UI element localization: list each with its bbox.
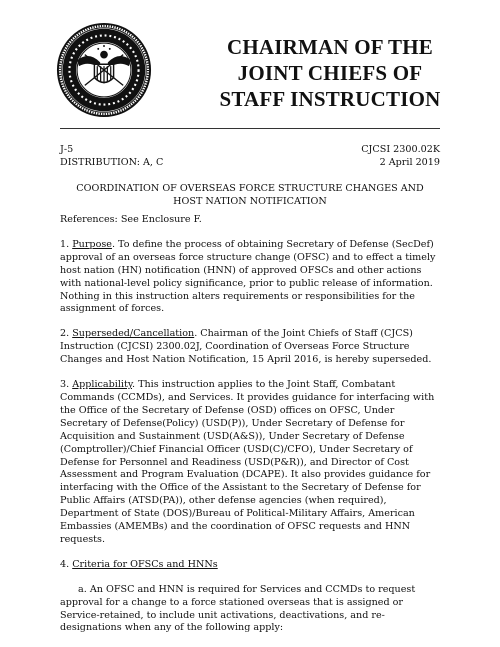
section-superseded: [60, 328, 440, 367]
section-heading: Superseded/Cancellation: [72, 328, 195, 340]
document-body: [60, 214, 440, 647]
criteria-paragraph-a: a. An OFSC and HNN is required for Services and CCMDs to request approval for a change to a force stationed overseas that is assigned or Service-retained, to include unit activations, deactivations, and re-designations when any of the following apply:: [60, 583, 416, 634]
title-line-3: STAFF INSTRUCTION: [219, 87, 441, 111]
office-code: J-5: [60, 144, 74, 155]
meta-right: [361, 143, 440, 169]
header-divider: [60, 128, 440, 129]
subject-heading: [60, 182, 440, 208]
section-criteria: [60, 559, 440, 572]
section-text: . This instruction applies to the Joint Staff, Combatant Commands (CCMDs), and Services. It provides guidance for interfacing with the Office of the Secretary of Defense (OSD) offices on OFSC, Under Secretary of Defense(Policy) (USD(P)), Under Secretary of Defense for Acquisition and Sustainment (USD(A&S)), Under Secretary of Defense (Comptroller)/Chief Financial Officer (USD(C)/CFO), Under Secretary of Defense for Personnel and Readiness (USD(P&R)), and Director of Cost Assessment and Program Evaluation (DCAPE). It also provides guidance for interfacing with the Office of the Assistant to the Secretary of Defense for Public Affairs (ATSD(PA)), other defense agencies (when required), Department of State (DOS)/Bureau of Political-Military Affairs, American Embassies (AMEMBs) and the coordination of OFSC requests and HNN requests.: [60, 379, 435, 545]
section-number: 1.: [60, 238, 73, 250]
document-date: 2 April 2019: [379, 157, 440, 168]
subject-line-1: COORDINATION OF OVERSEAS FORCE STRUCTURE CHANGES AND: [76, 183, 424, 194]
subject-line-2: HOST NATION NOTIFICATION: [173, 196, 327, 207]
meta-left: [60, 143, 163, 169]
section-text: . To define the process of obtaining Secretary of Defense (SecDef) approval of an overseas force structure change (OFSC) and to effect a timely host nation (HN) notification (HNN) of approved OFSCs and other actions with national-level policy significance, prior to public release of information. Nothing in this instruction alters requirements or responsibilities for the assignment of forces.: [60, 238, 436, 315]
section-applicability: [60, 379, 440, 547]
section-number: 3.: [60, 379, 73, 391]
document-title: [190, 34, 470, 112]
references: References: See Enclosure F.: [60, 214, 202, 225]
document-number: CJCSI 2300.02K: [361, 144, 440, 155]
section-heading: Applicability: [72, 379, 132, 391]
section-purpose: [60, 239, 440, 316]
section-heading: Criteria for OFSCs and HNNs: [72, 558, 218, 570]
section-heading: Purpose: [72, 238, 112, 250]
title-line-1: CHAIRMAN OF THE: [226, 35, 433, 59]
title-line-2: JOINT CHIEFS OF: [237, 61, 423, 85]
section-number: 4.: [60, 558, 73, 570]
section-text: . Chairman of the Joint Chiefs of Staff (CJCS) Instruction (CJCSI) 2300.02J, Coordination of Overseas Force Structure Changes and Host Nation Notification, 15 April 2016, is hereby superseded.: [60, 328, 432, 366]
joint-chiefs-seal-icon: [56, 22, 152, 118]
distribution: DISTRIBUTION: A, C: [60, 157, 164, 168]
section-number: 2.: [60, 328, 73, 340]
